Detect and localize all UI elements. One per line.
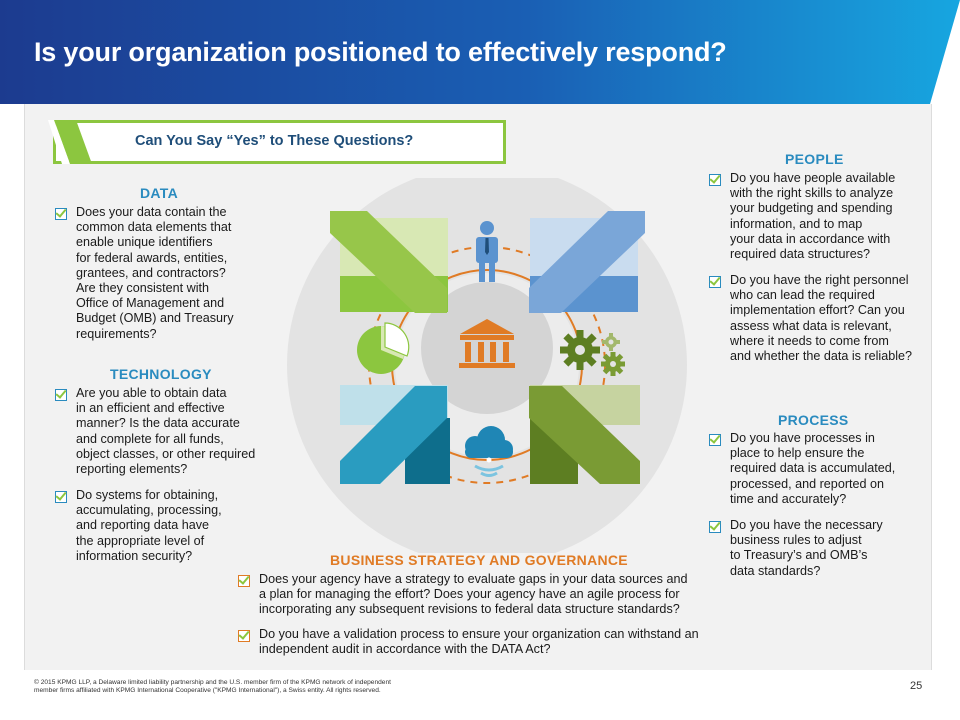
data-arrow-green xyxy=(330,211,448,313)
banner-text: Can You Say “Yes” to These Questions? xyxy=(135,133,414,149)
banner-stripe xyxy=(48,116,108,168)
business-q2-checkbox-icon xyxy=(238,630,250,642)
business-heading: BUSINESS STRATEGY AND GOVERNANCE xyxy=(330,552,628,568)
central-diagram xyxy=(285,178,690,553)
technology-heading: TECHNOLOGY xyxy=(110,366,212,382)
business-question-2: Do you have a validation process to ensure your organization can withstand an independent audit in accordance with the DATA Act? xyxy=(259,627,699,657)
process-heading: PROCESS xyxy=(778,412,849,428)
people-question-2: Do you have the right personnel who can lead the required implementation effort? Can you assess what data is relevant, where it needs to come from and whether the data is reliable? xyxy=(730,273,913,364)
business-q1-checkbox-icon xyxy=(238,575,250,587)
technology-q1-checkbox-icon xyxy=(55,389,67,401)
process-question-2: Do you have the necessary business rules to adjust to Treasury’s and OMB’s data standards? xyxy=(730,518,883,578)
people-arrow-blue xyxy=(529,211,645,313)
process-q1-checkbox-icon xyxy=(709,434,721,446)
data-q1-checkbox-icon xyxy=(55,208,67,220)
data-question-1: Does your data contain the common data elements that enable unique identifiers for federal awards, entities, grantees, and contractors? Are they consistent with Office of Management and Budget (OMB) and Treasury requirements? xyxy=(76,205,234,341)
business-question-1: Does your agency have a strategy to evaluate gaps in your data sources and a plan for managing the effort? Does your agency have an agile process for incorporating any subsequent revisions to federal data structure standards? xyxy=(259,572,688,617)
technology-q2-checkbox-icon xyxy=(55,491,67,503)
process-question-1: Do you have processes in place to help ensure the required data is accumulated, processed, and reported on time and accurately? xyxy=(730,431,896,506)
people-question-1: Do you have people available with the right skills to analyze your budgeting and spending information, and to map your data in accordance with required data structures? xyxy=(730,171,896,262)
people-q2-checkbox-icon xyxy=(709,276,721,288)
technology-question-2: Do systems for obtaining, accumulating, processing, and reporting data have the appropriate level of information security? xyxy=(76,488,222,563)
process-q2-checkbox-icon xyxy=(709,521,721,533)
technology-question-1: Are you able to obtain data in an efficient and effective manner? Is the data accurate and complete for all funds, object classes, or other required reporting elements? xyxy=(76,386,256,477)
people-q1-checkbox-icon xyxy=(709,174,721,186)
page-title: Is your organization positioned to effectively respond? xyxy=(34,37,727,67)
title-banner xyxy=(0,0,960,108)
page-number: 25 xyxy=(910,680,923,692)
people-heading: PEOPLE xyxy=(785,151,844,167)
copyright-footer: © 2015 KPMG LLP, a Delaware limited liability partnership and the U.S. member firm of the KPMG network of independent member firms affiliated with KPMG International Cooperative ("KPMG International"), a Swiss entity. All rights reserved. xyxy=(34,679,391,694)
data-heading: DATA xyxy=(140,185,179,201)
